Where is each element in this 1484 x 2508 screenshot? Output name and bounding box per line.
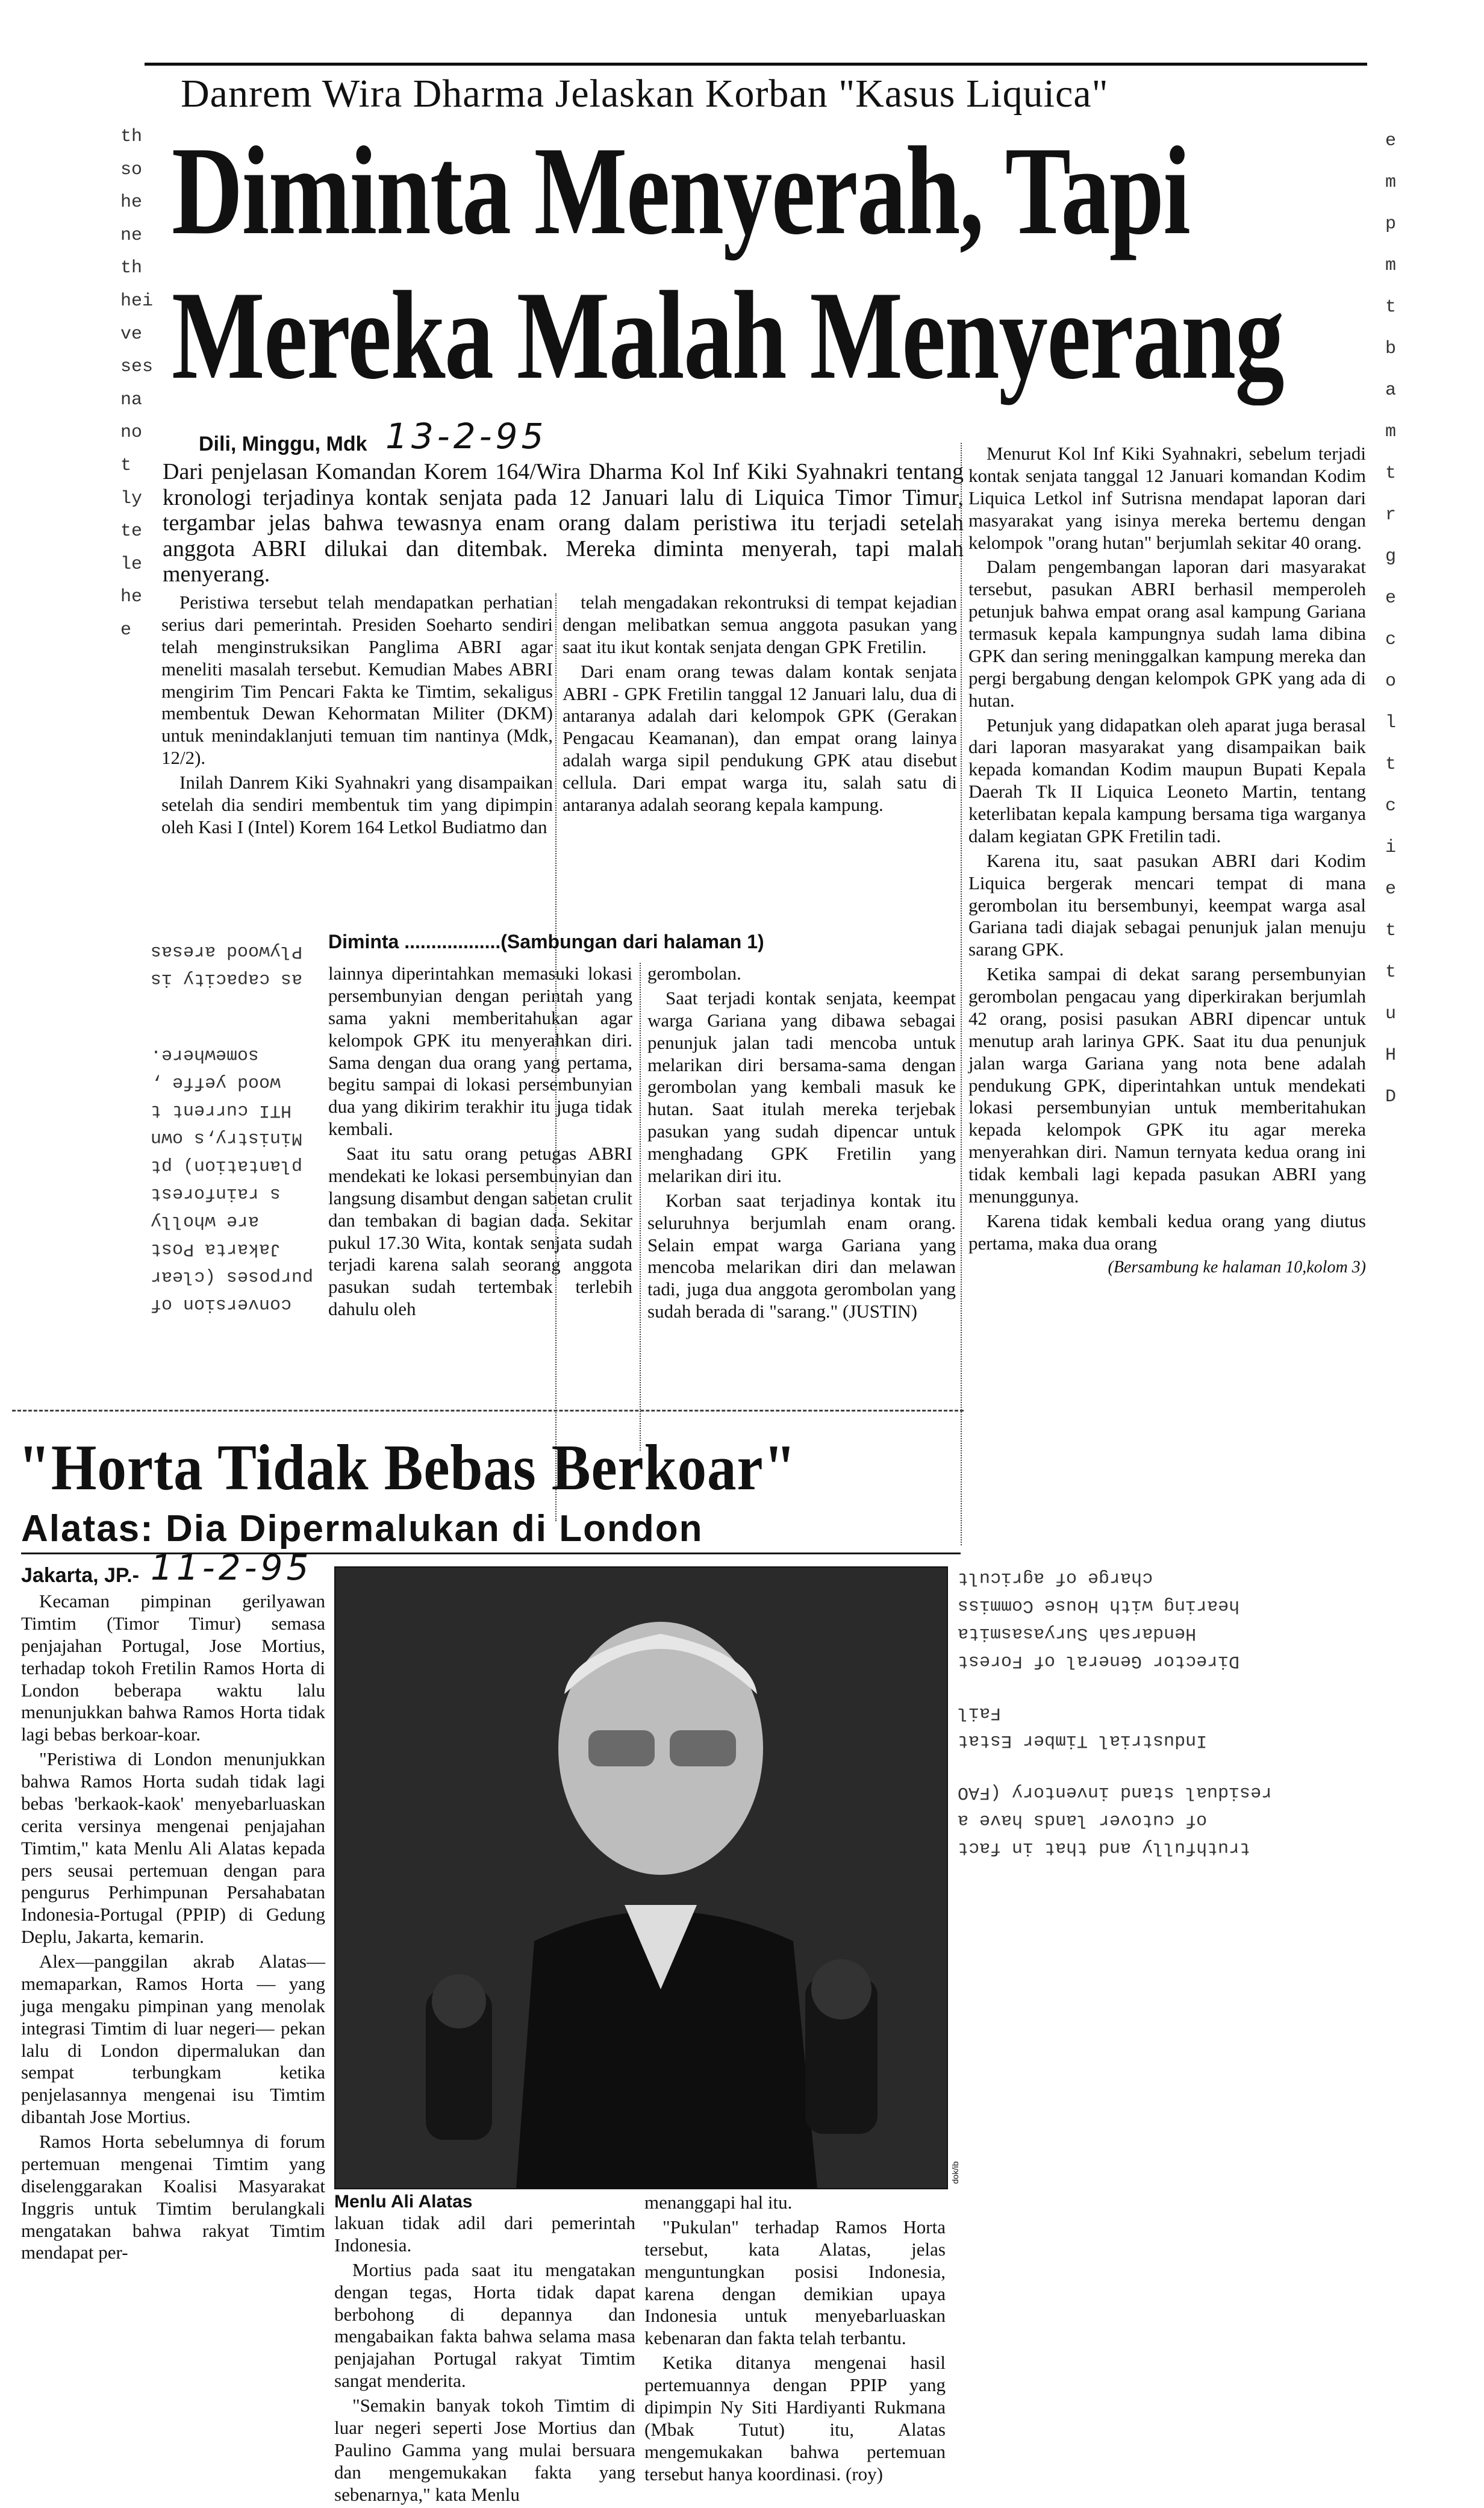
- paragraph: telah mengadakan rekontruksi di tempat kejadian dengan melibatkan semua anggota pasukan yang saat itu ikut kontak senjata dengan GPK Fretilin.: [563, 592, 957, 657]
- bleed-fragment: ses: [120, 357, 154, 378]
- bleed-line: Plywood aresas: [151, 941, 303, 962]
- article1-headline-line1: Diminta Menyerah, Tapi: [172, 121, 1190, 261]
- bleed-line: Jakarta Post: [151, 1239, 281, 1259]
- paragraph: Ketika ditanya mengenai hasil pertemuannya dengan PPIP yang dipimpin Ny Siti Hardiyanti Rukmana (Mbak Tutut) itu, Alatas mengemukakan bahwa pertemuan tersebut hanya koordinasi. (roy): [644, 2352, 946, 2485]
- bleed-line: plantation) pt: [151, 1155, 303, 1176]
- bleed-line: Ministry,s own: [151, 1128, 303, 1148]
- bleed-fragment: b: [1385, 339, 1397, 359]
- bleed-line: purposes (clear: [151, 1266, 314, 1287]
- paragraph: Dari enam orang tewas dalam kontak senjata ABRI - GPK Fretilin tanggal 12 Januari lalu, dua di antaranya adalah dari kelompok GPK (Gerakan Pengacau Keamanan), dan empat orang lainya adalah warga sipil pendukung GPK atau disebut cellula. Dari empat warga itu, salah satu di antaranya adalah seorang kepala kampung.: [563, 660, 957, 815]
- paragraph: Korban saat terjadinya kontak itu seluruhnya berjumlah enam orang. Selain empat warga Gariana yang mencoba melarikan diri dan melawan tadi, juga dua anggota gerombolan yang sudah berada di "sarang." (JUSTIN): [647, 1189, 956, 1322]
- bleed-line: Industrial Timber Estat: [958, 1730, 1208, 1751]
- paragraph: gerombolan.: [647, 963, 741, 984]
- bleed-fragment: hei: [120, 290, 154, 311]
- article1-column-1: [161, 592, 553, 841]
- bleed-line: HTI current t: [151, 1100, 292, 1121]
- paragraph: lakuan tidak adil dari pemerintah Indonesia.: [334, 2212, 635, 2256]
- left-margin-bleed: [120, 120, 157, 647]
- paragraph: Menurut Kol Inf Kiki Syahnakri, sebelum terjadi kontak senjata tanggal 12 Januari komandan Kodim Liquica Letkol inf Sutrisna mendapat laporan dari masyarakat yang isinya mereka bertemu dengan kelompok "orang hutan" berjumlah sekitar 40 orang.: [968, 443, 1366, 553]
- ali-alatas-photo: [334, 1566, 948, 2189]
- bleed-line: s rainforest: [151, 1183, 281, 1204]
- paragraph: lainnya diperintahkan memasuki lokasi persembunyian dengan perintah yang sama yakni memberitahukan agar kelompok GPK itu menyerahkan diri. Sama dengan dua orang yang pertama, begitu sampai di lokasi persembunyian dua yang dikirim terakhir itu juga tidak kembali.: [328, 963, 632, 1140]
- paragraph: "Peristiwa di London menunjukkan bahwa Ramos Horta sudah tidak lagi bebas 'berkaok-kaok' menyebarluaskan cerita versinya mengenai penjajahan Timtim," kata Menlu Ali Alatas kepada pers seusai pertemuan dengan para pengurus Perhimpunan Persahabatan Indonesia-Portugal (PPIP) di Gedung Deplu, Jakarta, kemarin.: [21, 1748, 325, 1948]
- article1-jump-column-b: [647, 963, 956, 1325]
- paragraph: Saat itu satu orang petugas ABRI mendekati ke lokasi persembunyian dan langsung disambut dengan sabetan crulit dan tembakan di bagian dada. Sekitar pukul 17.30 Wita, kontak senjata sudah terjadi karena salah seorang anggota pasukan sudah tertembak terlebih dahulu oleh: [328, 1143, 632, 1320]
- paragraph: Petunjuk yang didapatkan oleh aparat juga berasal dari laporan masyarakat yang disampaikan baik kepada komandan Kodim maupun Bupati Kepala Daerah Tk II Liquica Leoneto Martin, tentang keterlibatan kepala kampung bersama tiga warganya dalam kegiatan GPK Fretilin tadi.: [968, 714, 1366, 846]
- bleed-fragment: u: [1385, 1004, 1397, 1024]
- bleed-fragment: t: [1385, 297, 1397, 317]
- paragraph: Kecaman pimpinan gerilyawan Timtim (Timor Timur) semasa penjajahan Portugal, Jose Mortius, terhadap tokoh Fretilin Ramos Horta di London beberapa waktu lalu menunjukkan bahwa Ramos Horta tidak lagi bebas berkoar-koar.: [21, 1590, 325, 1745]
- paragraph: Peristiwa tersebut telah mendapatkan perhatian serius dari pemerintah. Presiden Soeharto sendiri telah menginstruksikan Panglima ABRI agar meneliti masalah tersebut. Kemudian Mabes ABRI mengirim Tim Pencari Fakta ke Timtim, sekaligus membentuk Dewan Kehormatan Militer (DKM) untuk menindaklanjuti temuan tim nantinya (Mdk, 12/2).: [161, 592, 553, 769]
- bleed-fragment: a: [1385, 380, 1397, 401]
- paragraph: Ramos Horta sebelumnya di forum pertemuan mengenai Timtim yang diselenggarakan Koalisi Masyarakat Inggris untuk Timtim berulangkali mengatakan bahwa rakyat Timtim mendapat per-: [21, 2131, 325, 2263]
- article2-headline: "Horta Tidak Bebas Berkoar": [18, 1432, 797, 1504]
- bleed-line: of cutover lands have a: [958, 1810, 1208, 1830]
- bleed-line: somewhere.: [151, 1045, 260, 1065]
- article1-column-3: [968, 443, 1366, 1280]
- bleed-fragment: t: [1385, 754, 1397, 775]
- bleed-through-block-left: [151, 934, 325, 1315]
- article-separator: [12, 1410, 964, 1412]
- bleed-fragment: t: [1385, 463, 1397, 484]
- photo-caption: Menlu Ali Alatas: [334, 2192, 473, 2212]
- article2-column-3: [644, 2192, 946, 2488]
- article1-dateline: Dili, Minggu, Mdk: [199, 433, 367, 455]
- article1-handwritten-date: 13-2-95: [385, 416, 547, 457]
- bleed-fragment: t: [120, 455, 132, 476]
- bleed-fragment: t: [1385, 921, 1397, 941]
- top-rule: [145, 63, 1367, 66]
- paragraph: Karena tidak kembali kedua orang yang diutus pertama, maka dua orang: [968, 1210, 1366, 1254]
- article2-handwritten-date: 11-2-95: [151, 1547, 313, 1588]
- spacer: [958, 1671, 1464, 1695]
- paragraph: Alex—panggilan akrab Alatas—memaparkan, Ramos Horta — yang juga mengaku pimpinan yang menolak integrasi Timtim di luar negeri— pekan lalu di London dipermalukan dan sempat terbungkam ketika penjelasannya mengenai isu Timtim dibantah Jose Mortius.: [21, 1951, 325, 2128]
- bleed-line: charge of agricult: [958, 1568, 1153, 1588]
- bleed-line: as capacity is: [151, 969, 303, 989]
- bleed-fragment: he: [120, 192, 143, 213]
- bleed-fragment: c: [1385, 796, 1397, 816]
- paragraph: menanggapi hal itu.: [644, 2192, 793, 2213]
- bleed-fragment: e: [1385, 879, 1397, 899]
- paragraph: Karena itu, saat pasukan ABRI dari Kodim Liquica bergerak mencari tempat di mana gerombolan itu bersembunyi, keempat warga asal Gariana tadi diajak sebagai penunjuk jalan menuju sarang GPK.: [968, 849, 1366, 960]
- article2-column-1: [21, 1590, 325, 2266]
- article2-column-2: [334, 2212, 635, 2508]
- article1-headline-line2: Mereka Malah Menyerang: [172, 266, 1283, 405]
- spacer: [151, 989, 325, 1037]
- bleed-fragment: ne: [120, 225, 143, 246]
- bleed-fragment: o: [1385, 671, 1397, 692]
- bleed-line: conversion of: [151, 1294, 292, 1315]
- paragraph: "Semakin banyak tokoh Timtim di luar negeri seperti Jose Mortius dan Paulino Gamma yang mulai bersuara dan mengemukakan fakta yang sebenarnya," kata Menlu: [334, 2395, 635, 2505]
- bleed-fragment: th: [120, 127, 143, 147]
- bleed-fragment: c: [1385, 630, 1397, 650]
- bleed-fragment: m: [1385, 172, 1397, 193]
- bleed-line: Director General of Forest: [958, 1651, 1240, 1671]
- bleed-fragment: e: [120, 619, 132, 640]
- article1-lead: Dari penjelasan Komandan Korem 164/Wira Dharma Kol Inf Kiki Syahnakri tentang kronologi terjadinya kontak senjata pada 12 Januari lalu di Liquica Timor Timur, tergambar jelas bahwa tewasnya enam orang dalam peristiwa itu terjadi setelah anggota ABRI dilukai dan ditembak. Mereka diminta menyerah, tapi malah menyerang.: [163, 459, 964, 587]
- continued-note: (Bersambung ke halaman 10,kolom 3): [1108, 1257, 1366, 1277]
- bleed-through-block-right: [958, 1560, 1464, 1858]
- bleed-line: truthfully and that in fact: [958, 1837, 1251, 1858]
- bleed-line: Fail: [958, 1703, 1002, 1723]
- bleed-fragment: so: [120, 159, 143, 180]
- bleed-fragment: l: [1385, 713, 1397, 733]
- bleed-fragment: g: [1385, 546, 1397, 567]
- bleed-fragment: na: [120, 389, 143, 410]
- bleed-fragment: r: [1385, 505, 1397, 525]
- bleed-fragment: te: [120, 521, 143, 542]
- bleed-fragment: i: [1385, 837, 1397, 858]
- bleed-fragment: p: [1385, 214, 1397, 234]
- bleed-fragment: m: [1385, 255, 1397, 276]
- paragraph: Ketika sampai di dekat sarang persembunyian gerombolan pengacau yang diperkirakan berjumlah 42 orang, posisi pasukan ABRI dipencar untuk menutup arah larinya GPK. Saat itu dua penunjuk jalan warga Gariana yang nota bene adalah pendukung GPK, diperintahkan untuk mendekati lokasi persembunyian untuk memberitahukan kepada kelompok GPK itu agar mereka menyerahkan diri. Namun ternyata kedua orang ini tidak kembali lagi kepada pasukan ABRI yang menunggunya.: [968, 963, 1366, 1207]
- bleed-fragment: D: [1385, 1087, 1397, 1107]
- bleed-line: wood yeffe ,: [151, 1072, 281, 1093]
- bleed-fragment: ve: [120, 324, 143, 345]
- bleed-fragment: th: [120, 258, 143, 279]
- article2-subhead: Alatas: Dia Dipermalukan di London: [21, 1508, 703, 1550]
- bleed-fragment: he: [120, 587, 143, 608]
- bleed-fragment: no: [120, 422, 143, 443]
- paragraph: Mortius pada saat itu mengatakan dengan tegas, Horta tidak dapat berbohong di depannya dan mengabaikan fakta bahwa selama masa penjajahan Portugal rakyat Timtim sangat menderita.: [334, 2259, 635, 2392]
- bleed-line: are wholly: [151, 1211, 260, 1231]
- bleed-fragment: e: [1385, 131, 1397, 151]
- article1-jump-head: Diminta ..................(Sambungan dari halaman 1): [328, 931, 764, 952]
- bleed-fragment: t: [1385, 962, 1397, 983]
- article1-kicker: Danrem Wira Dharma Jelaskan Korban "Kasus Liquica": [181, 72, 1109, 116]
- photo-credit: dok/ib: [950, 2161, 960, 2184]
- paragraph: Saat terjadi kontak senjata, keempat warga Gariana yang dibawa sebagai penunjuk jalan tadi mencoba untuk melarikan diri bersama-sama dengan gerombolan yang kembali masuk ke hutan. Saat itulah mereka terjebak pasukan yang sudah dipencar untuk menghadang GPK Fretilin yang melarikan diri itu.: [647, 987, 956, 1186]
- bleed-fragment: H: [1385, 1045, 1397, 1066]
- bleed-line: Hendarsah Suryasasmita: [958, 1623, 1197, 1643]
- article1-jump-column-a: [328, 963, 632, 1323]
- paragraph: Dalam pengembangan laporan dari masyarakat tersebut, pasukan ABRI berhasil memperoleh petunjuk bahwa empat orang asal kampung Gariana termasuk kepala kampungnya sudah lama dibina GPK dan sering meninggalkan kampung mereka dan pergi bergabung dengan kelompok GPK yang ada di hutan.: [968, 556, 1366, 711]
- article1-column-2: [563, 592, 957, 819]
- right-margin-bleed: [1385, 120, 1415, 1118]
- paragraph: Inilah Danrem Kiki Syahnakri yang disampaikan setelah dia sendiri membentuk tim yang dipimpin oleh Kasi I (Intel) Korem 164 Letkol Budiatmo dan: [161, 772, 553, 837]
- portrait-illustration: [335, 1568, 947, 2188]
- bleed-fragment: e: [1385, 588, 1397, 608]
- bleed-line: hearing with House Commiss: [958, 1595, 1240, 1616]
- bleed-fragment: le: [120, 554, 143, 575]
- paragraph: "Pukulan" terhadap Ramos Horta tersebut, kata Alatas, jelas menguntungkan posisi Indonesia, karena dengan demikian upaya Indonesia untuk menyebarluaskan kebenaran dan fakta telah terbantu.: [644, 2216, 946, 2349]
- column-divider: [640, 963, 642, 1451]
- bleed-line: residual stand inventory (FAO: [958, 1782, 1273, 1803]
- column-divider: [961, 443, 963, 1545]
- article2-dateline: Jakarta, JP.-: [21, 1564, 139, 1587]
- bleed-fragment: m: [1385, 422, 1397, 442]
- spacer: [958, 1751, 1464, 1775]
- bleed-fragment: ly: [120, 488, 143, 509]
